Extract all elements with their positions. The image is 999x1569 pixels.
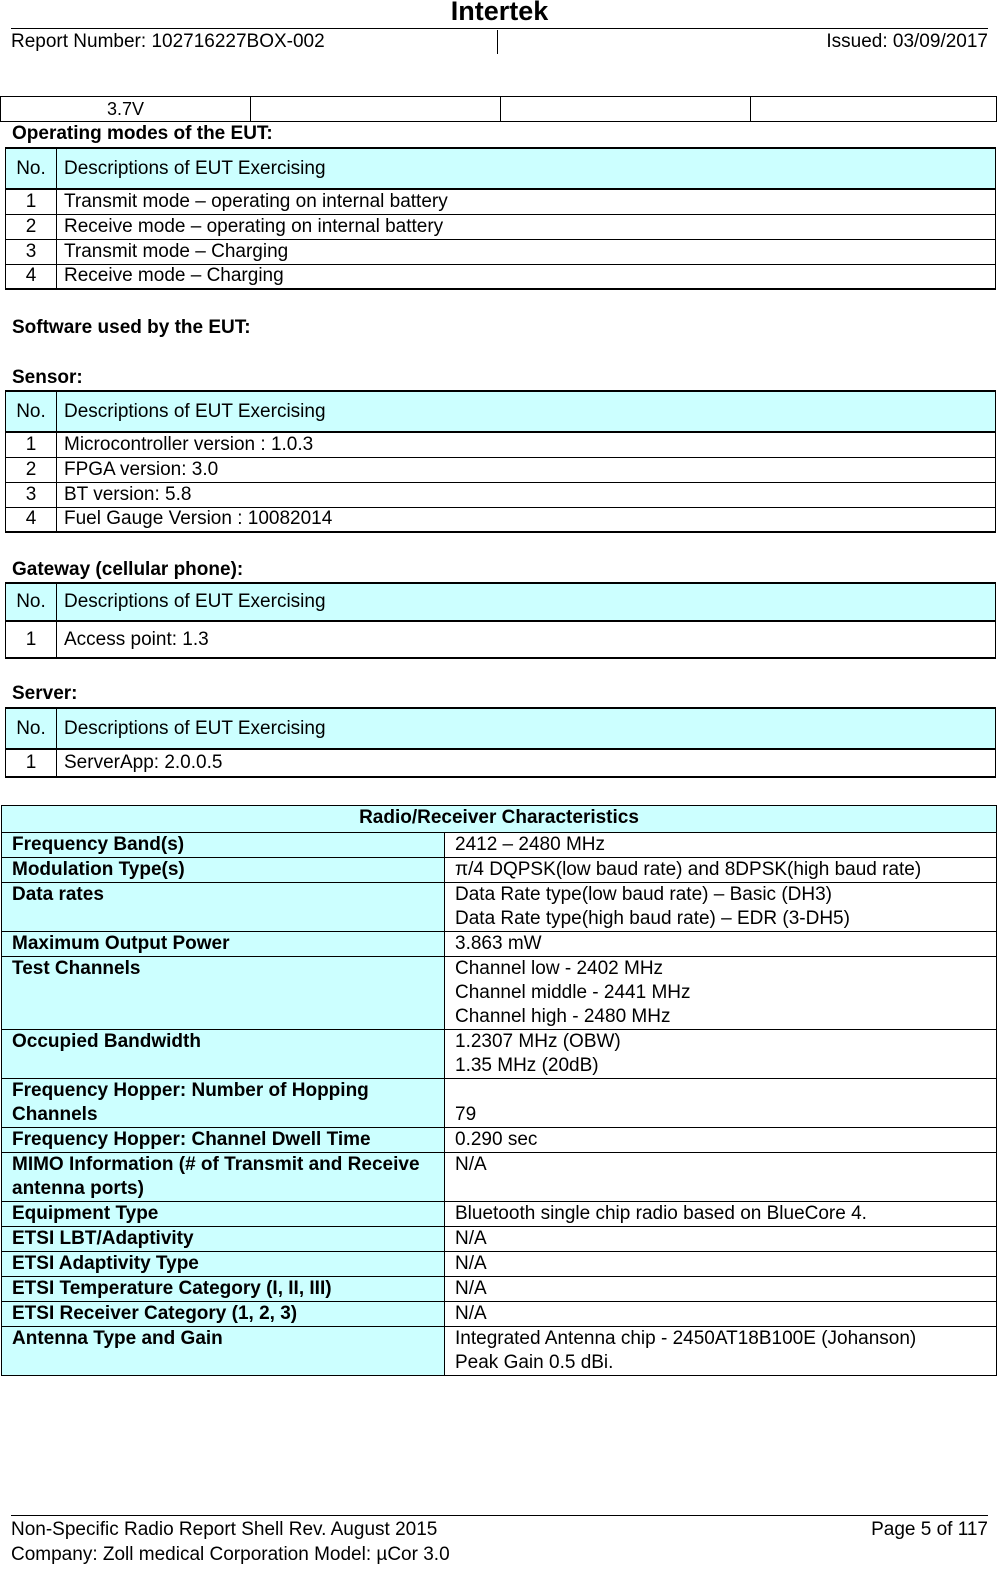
table-row (2, 1128, 997, 1153)
characteristic-key: Modulation Type(s) (2, 858, 445, 883)
table-row (6, 482, 996, 507)
footer-divider (11, 1515, 988, 1516)
characteristic-key: Occupied Bandwidth (2, 1030, 445, 1079)
table-row (1, 97, 997, 122)
row-no: 4 (6, 507, 57, 532)
characteristic-key: MIMO Information (# of Transmit and Receive antenna ports) (2, 1153, 445, 1202)
table-row (2, 1030, 997, 1079)
characteristic-key: ETSI Adaptivity Type (2, 1252, 445, 1277)
table-row (6, 264, 996, 289)
characteristic-key: Frequency Hopper: Number of Hopping Channels (2, 1079, 445, 1128)
characteristic-key: Data rates (2, 883, 445, 932)
table-cell (251, 97, 501, 122)
characteristic-value: 79 (445, 1079, 997, 1128)
table-row (2, 1079, 997, 1128)
column-header-desc: Descriptions of EUT Exercising (57, 583, 996, 621)
row-desc: Access point: 1.3 (57, 621, 996, 658)
row-desc: FPGA version: 3.0 (57, 457, 996, 482)
characteristic-key: ETSI Temperature Category (I, II, III) (2, 1277, 445, 1302)
row-no: 1 (6, 189, 57, 214)
voltage-table (0, 96, 997, 122)
server-heading: Server: (12, 683, 78, 704)
row-desc: ServerApp: 2.0.0.5 (57, 749, 996, 777)
row-desc: Transmit mode – operating on internal battery (57, 189, 996, 214)
footer-company: Company: Zoll medical Corporation Model: µCor 3.0 (11, 1544, 450, 1565)
characteristic-value: N/A (445, 1277, 997, 1302)
column-header-desc: Descriptions of EUT Exercising (57, 708, 996, 749)
voltage-cell: 3.7V (1, 97, 251, 122)
operating-modes-heading: Operating modes of the EUT: (12, 123, 273, 144)
table-row (2, 1153, 997, 1202)
row-desc: Receive mode – Charging (57, 264, 996, 289)
row-desc: Fuel Gauge Version : 10082014 (57, 507, 996, 532)
characteristic-key: Maximum Output Power (2, 932, 445, 957)
row-desc: Transmit mode – Charging (57, 239, 996, 264)
characteristic-value: N/A (445, 1153, 997, 1202)
table-row (2, 1277, 997, 1302)
table-row (6, 749, 996, 777)
table-row (6, 189, 996, 214)
table-row (2, 1327, 997, 1376)
table-row (2, 1302, 997, 1327)
characteristic-key: ETSI LBT/Adaptivity (2, 1227, 445, 1252)
report-header-title: Intertek (450, 0, 549, 26)
column-header-no: No. (6, 708, 57, 749)
radio-characteristics-body (2, 833, 997, 1376)
row-no: 3 (6, 482, 57, 507)
characteristic-value: 2412 – 2480 MHz (445, 833, 997, 858)
row-desc: Microcontroller version : 1.0.3 (57, 432, 996, 457)
column-header-desc: Descriptions of EUT Exercising (57, 148, 996, 189)
column-header-no: No. (6, 148, 57, 189)
header-separator (497, 30, 498, 54)
footer-row (11, 1519, 988, 1541)
table-row (6, 214, 996, 239)
characteristic-key: Antenna Type and Gain (2, 1327, 445, 1376)
row-no: 3 (6, 239, 57, 264)
issued-date: Issued: 03/09/2017 (826, 31, 988, 52)
characteristic-value: Integrated Antenna chip - 2450AT18B100E (Johanson) Peak Gain 0.5 dBi. (445, 1327, 997, 1376)
characteristic-key: ETSI Receiver Category (1, 2, 3) (2, 1302, 445, 1327)
report-number: Report Number: 102716227BOX-002 (11, 31, 325, 52)
table-cell (751, 97, 997, 122)
radio-characteristics-title: Radio/Receiver Characteristics (2, 806, 997, 833)
table-header-row (6, 708, 996, 749)
characteristic-key: Equipment Type (2, 1202, 445, 1227)
footer-shell-revision: Non-Specific Radio Report Shell Rev. August 2015 (11, 1519, 438, 1540)
table-row (2, 858, 997, 883)
characteristic-value: π/4 DQPSK(low baud rate) and 8DPSK(high baud rate) (445, 858, 997, 883)
characteristic-value: Channel low - 2402 MHz Channel middle - 2441 MHz Channel high - 2480 MHz (445, 957, 997, 1030)
characteristic-key: Frequency Hopper: Channel Dwell Time (2, 1128, 445, 1153)
header-info-row (11, 30, 988, 54)
row-no: 1 (6, 749, 57, 777)
row-desc: BT version: 5.8 (57, 482, 996, 507)
table-row (2, 883, 997, 932)
row-no: 4 (6, 264, 57, 289)
table-row (6, 457, 996, 482)
header-divider (11, 28, 988, 29)
column-header-no: No. (6, 583, 57, 621)
table-title-row (2, 806, 997, 833)
characteristic-value: N/A (445, 1302, 997, 1327)
row-no: 1 (6, 432, 57, 457)
row-no: 1 (6, 621, 57, 658)
page-number: Page 5 of 117 (871, 1519, 988, 1540)
table-row (2, 1227, 997, 1252)
row-no: 2 (6, 457, 57, 482)
gateway-table (5, 582, 996, 659)
table-header-row (6, 583, 996, 621)
row-no: 2 (6, 214, 57, 239)
characteristic-value: N/A (445, 1227, 997, 1252)
table-cell (501, 97, 751, 122)
radio-characteristics-table (1, 805, 997, 1376)
table-row (2, 932, 997, 957)
row-desc: Receive mode – operating on internal battery (57, 214, 996, 239)
characteristic-value: 1.2307 MHz (OBW) 1.35 MHz (20dB) (445, 1030, 997, 1079)
characteristic-key: Frequency Band(s) (2, 833, 445, 858)
column-header-no: No. (6, 391, 57, 432)
gateway-heading: Gateway (cellular phone): (12, 559, 244, 580)
characteristic-value: N/A (445, 1252, 997, 1277)
column-header-desc: Descriptions of EUT Exercising (57, 391, 996, 432)
characteristic-value: 0.290 sec (445, 1128, 997, 1153)
characteristic-value: 3.863 mW (445, 932, 997, 957)
table-header-row (6, 148, 996, 189)
table-row (6, 507, 996, 532)
operating-modes-table (5, 147, 996, 290)
software-heading: Software used by the EUT: (12, 317, 251, 338)
server-table (5, 707, 996, 778)
table-row (2, 1252, 997, 1277)
sensor-table (5, 390, 996, 533)
characteristic-key: Test Channels (2, 957, 445, 1030)
table-row (6, 239, 996, 264)
table-row (2, 957, 997, 1030)
table-header-row (6, 391, 996, 432)
table-row (6, 621, 996, 658)
table-row (6, 432, 996, 457)
sensor-heading: Sensor: (12, 367, 83, 388)
characteristic-value: Data Rate type(low baud rate) – Basic (DH3) Data Rate type(high baud rate) – EDR (3-DH5) (445, 883, 997, 932)
characteristic-value: Bluetooth single chip radio based on BlueCore 4. (445, 1202, 997, 1227)
table-row (2, 1202, 997, 1227)
table-row (2, 833, 997, 858)
